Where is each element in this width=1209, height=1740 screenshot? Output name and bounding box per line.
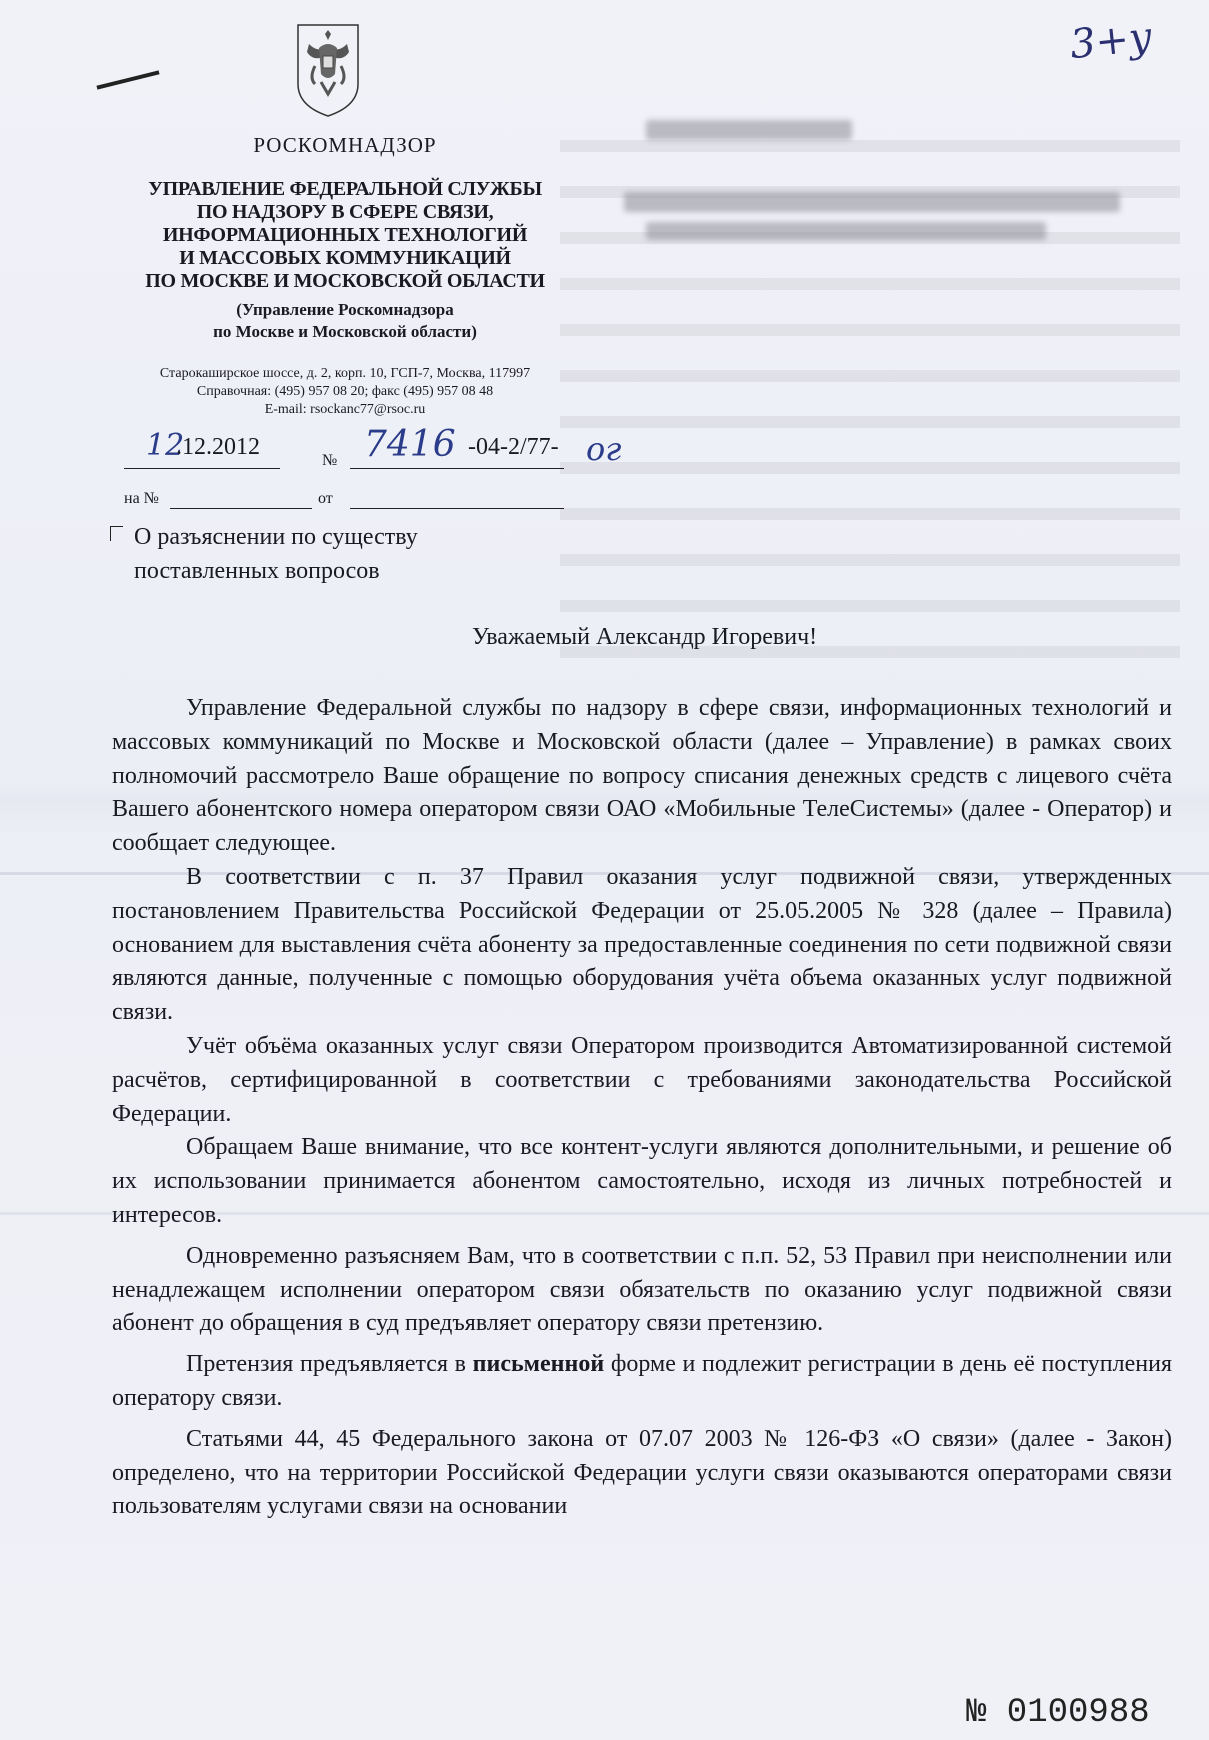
department-short-name: (Управление Роскомнадзора по Москве и Московской области): [213, 300, 477, 341]
number-underline: [350, 468, 564, 469]
number-suffix: -04-2/77-: [468, 434, 559, 460]
number-suffix-handwritten: ог: [586, 430, 622, 468]
paragraph: Управление Федеральной службы по надзору в сфере связи, информационных технологий и массовых коммуникаций по Москве и Московской области (далее – Управление) в рамках своих полномочий рассмотрело Ваше обращение по вопросу списания денежных средств с лицевого счёта Вашего абонентского номера оператором связи ОАО «Мобильные ТелеСистемы» (далее - Оператор) и сообщает следующее.: [112, 695, 1172, 857]
number-handwritten: 7416: [364, 424, 456, 465]
phone: Справочная: (495) 957 08 20; факс (495) 957 08 48: [196, 384, 494, 399]
paragraph-claim: Претензия предъявляется в письменной форме и подлежит регистрации в день её поступления оператору связи.: [112, 1351, 1172, 1411]
email: E-mail: rsockanc77@rsoc.ru: [264, 402, 426, 417]
subject-bracket: [110, 526, 123, 541]
contact-block: [100, 365, 590, 419]
number-sign: №: [322, 452, 338, 469]
ref-underline: [170, 508, 312, 509]
date-printed: .12.2012: [176, 434, 260, 460]
department-name: УПРАВЛЕНИЕ ФЕДЕРАЛЬНОЙ СЛУЖБЫ ПО НАДЗОРУ В СФЕРЕ СВЯЗИ, ИНФОРМАЦИОННЫХ ТЕХНОЛОГИЙ И МАССОВЫХ КОММУНИКАЦИЙ ПО МОСКВЕ И МОСКОВСКОЙ ОБЛАСТИ: [145, 178, 545, 292]
redacted-recipient-line: [646, 222, 1046, 240]
from-label: от: [318, 490, 333, 507]
agency-name: РОСКОМНАДЗОР: [253, 133, 437, 157]
subject: О разъяснении по существу поставленных вопросов: [134, 524, 418, 584]
paragraph: Учёт объёма оказанных услуг связи Оператором производится Автоматизированной системой расчётов, сертифицированной в соответствии с требованиями законодательства Российской Федерации.: [112, 1032, 1172, 1127]
salutation: Уважаемый Александр Игоревич!: [472, 624, 818, 650]
form-serial-number: № 0100988: [966, 1694, 1150, 1732]
paragraph: Обращаем Ваше внимание, что все контент-услуги являются дополнительными, и решение об их использовании принимается абонентом самостоятельно, исходя из личных потребностей и интересов.: [112, 1134, 1172, 1228]
redacted-recipient-line: [646, 120, 852, 140]
handwritten-corner-note: 3+у: [1067, 13, 1155, 69]
address: Старокаширское шоссе, д. 2, корп. 10, ГСП-7, Москва, 117997: [159, 366, 531, 381]
ref-label: на №: [124, 490, 159, 507]
paragraph: Статьями 44, 45 Федерального закона от 07.07 2003 № 126-ФЗ «О связи» (далее - Закон) определено, что на территории Российской Федерации услуги связи оказываются операторами связи пользователям услугами связи на основании: [112, 1425, 1172, 1520]
from-underline: [350, 508, 564, 509]
date-underline: [124, 468, 280, 469]
paragraph: Одновременно разъясняем Вам, что в соответствии с п.п. 52, 53 Правил при неисполнении или ненадлежащем исполнении оператором связи обязательств по оказанию услуг подвижной связи абонент до обращения в суд предъявляет оператору связи претензию.: [112, 1242, 1172, 1337]
letter-body: [112, 692, 1172, 1524]
paragraph: В соответствии с п. 37 Правил оказания услуг подвижной связи, утвержденных постановлением Правительства Российской Федерации от 25.05.2005 № 328 (далее – Правила) основанием для выставления счёта абоненту за предоставленные соединения по сети подвижной связи являются данные, полученные с помощью оборудования учёта объема оказанных услуг подвижной связи.: [112, 863, 1172, 1026]
date-day-handwritten: 12: [146, 428, 185, 463]
redacted-recipient-line: [624, 192, 1120, 212]
coat-of-arms-icon: [295, 22, 361, 118]
